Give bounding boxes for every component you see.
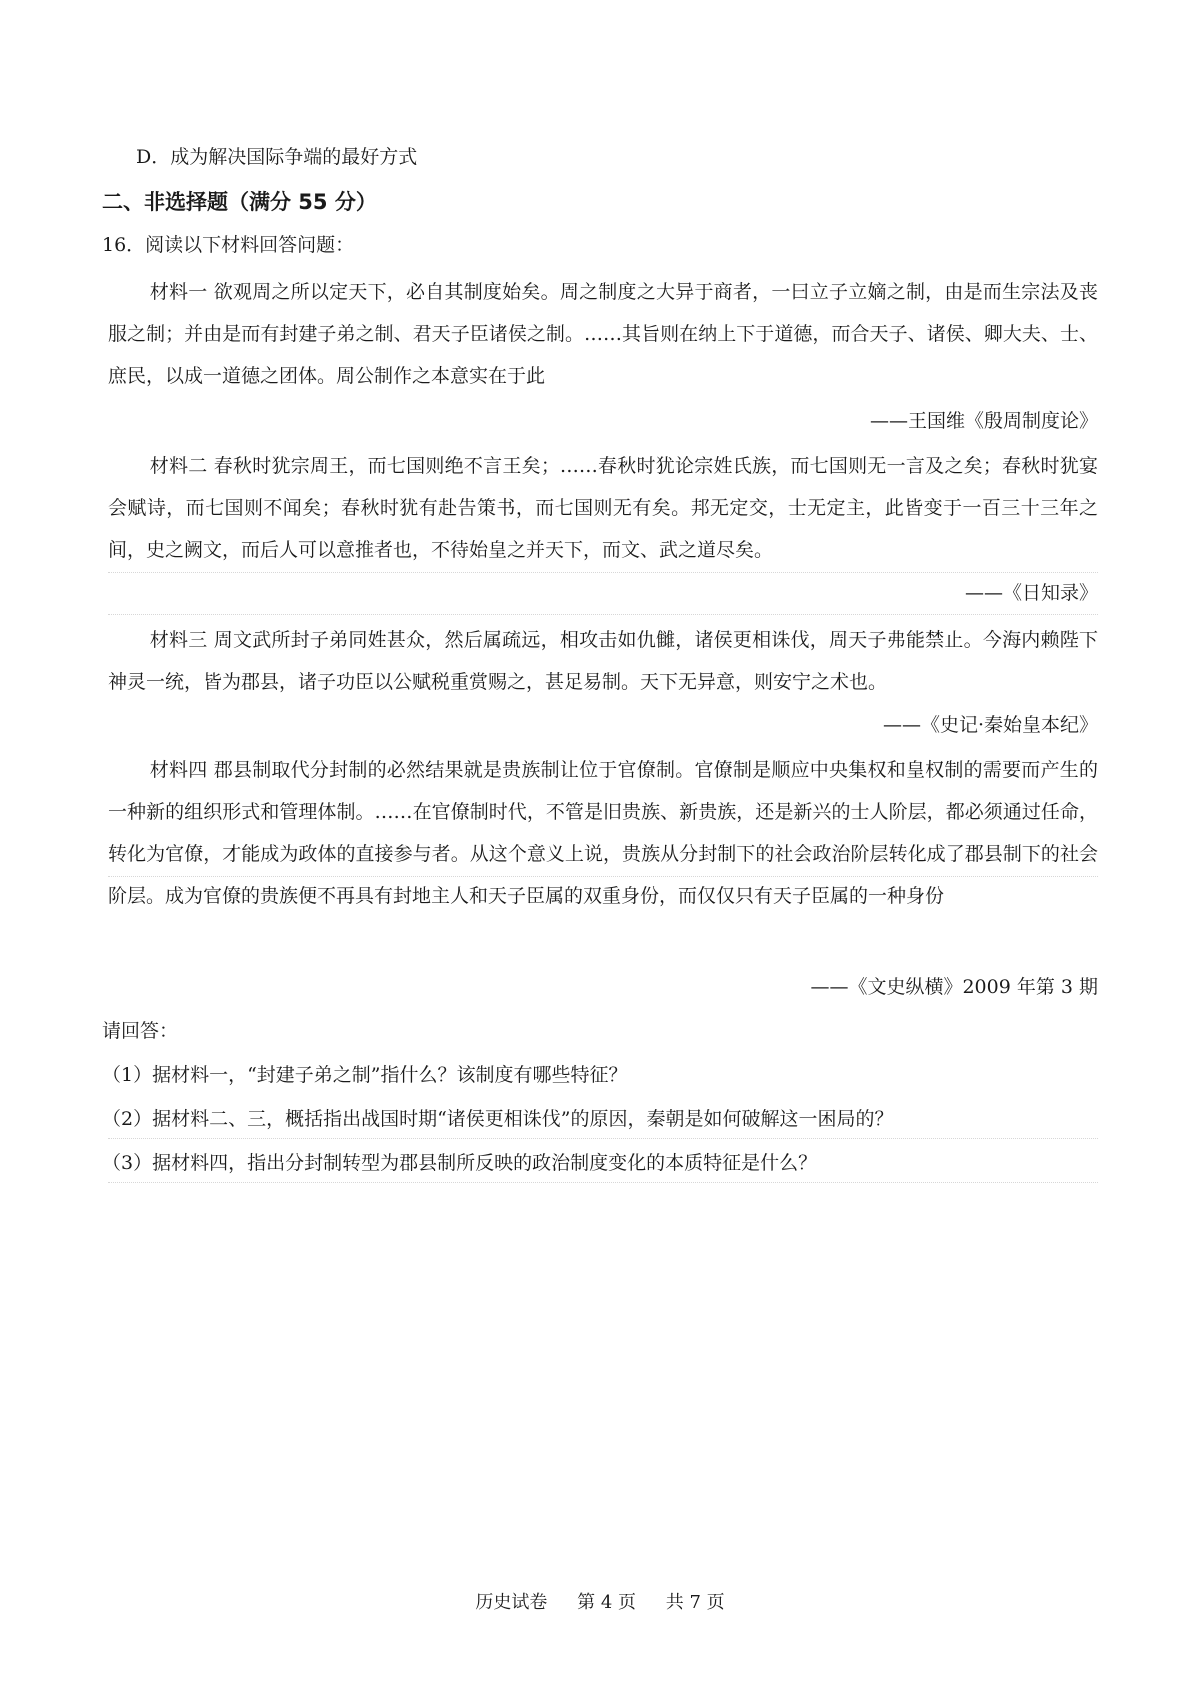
dotted-divider <box>108 1138 1098 1139</box>
material-3-text: 材料三 周文武所封子弟同姓甚众，然后属疏远，相攻击如仇雠，诸侯更相诛伐，周天子弗能禁止。今海内赖陛下神灵一统，皆为郡县，诸子功臣以公赋税重赏赐之，甚足易制。天下无异意，则安宁之术也。 <box>108 629 1098 693</box>
dotted-divider <box>108 572 1098 573</box>
footer-subject: 历史试卷 <box>475 1592 548 1613</box>
sub-question-1: （1）据材料一，“封建子弟之制”指什么？该制度有哪些特征？ <box>102 1064 628 1086</box>
answer-prompt: 请回答： <box>102 1020 179 1042</box>
material-1-text: 材料一 欲观周之所以定天下，必自其制度始矣。周之制度之大异于商者，一曰立子立嫡之制，由是而生宗法及丧服之制；并由是而有封建子弟之制、君天子臣诸侯之制。……其旨则在纳上下于道德，而合天子、诸侯、卿大夫、士、庶民，以成一道德之团体。周公制作之本意实在于此 <box>108 281 1098 387</box>
material-2-text: 材料二 春秋时犹宗周王，而七国则绝不言王矣；……春秋时犹论宗姓氏族，而七国则无一言及之矣；春秋时犹宴会赋诗，而七国则不闻矣；春秋时犹有赴告策书，而七国则无有矣。邦无定交，士无定主，此皆变于一百三十三年之间，史之阙文，而后人可以意推者也，不待始皇之并天下，而文、武之道尽矣。 <box>108 455 1098 561</box>
section-heading: 二、非选择题（满分 55 分） <box>102 190 377 214</box>
dotted-divider <box>108 1182 1098 1183</box>
dotted-divider <box>108 614 1098 615</box>
page-footer <box>0 1594 1200 1612</box>
option-d: D．成为解决国际争端的最好方式 <box>136 146 418 168</box>
material-4-source: ——《文史纵横》2009 年第 3 期 <box>810 976 1098 998</box>
material-3-source: ——《史记·秦始皇本纪》 <box>882 714 1098 736</box>
material-2-source: ——《日知录》 <box>964 582 1098 604</box>
sub-question-3: （3）据材料四，指出分封制转型为郡县制所反映的政治制度变化的本质特征是什么？ <box>102 1152 818 1174</box>
sub-question-2: （2）据材料二、三，概括指出战国时期“诸侯更相诛伐”的原因，秦朝是如何破解这一困局的？ <box>102 1108 894 1130</box>
footer-page-number: 第 4 页 <box>577 1592 636 1613</box>
material-4-text: 材料四 郡县制取代分封制的必然结果就是贵族制让位于官僚制。官僚制是顺应中央集权和皇权制的需要而产生的一种新的组织形式和管理体制。……在官僚制时代，不管是旧贵族、新贵族，还是新兴的士人阶层，都必须通过任命，转化为官僚，才能成为政体的直接参与者。从这个意义上说，贵族从分封制下的社会政治阶层转化成了郡县制下的社会阶层。成为官僚的贵族便不再具有封地主人和天子臣属的双重身份，而仅仅只有天子臣属的一种身份 <box>108 759 1098 907</box>
material-1-source: ——王国维《殷周制度论》 <box>869 410 1098 432</box>
question-stem: 16．阅读以下材料回答问题： <box>102 234 355 256</box>
dotted-divider <box>108 876 1098 877</box>
footer-total-pages: 共 7 页 <box>665 1592 725 1613</box>
